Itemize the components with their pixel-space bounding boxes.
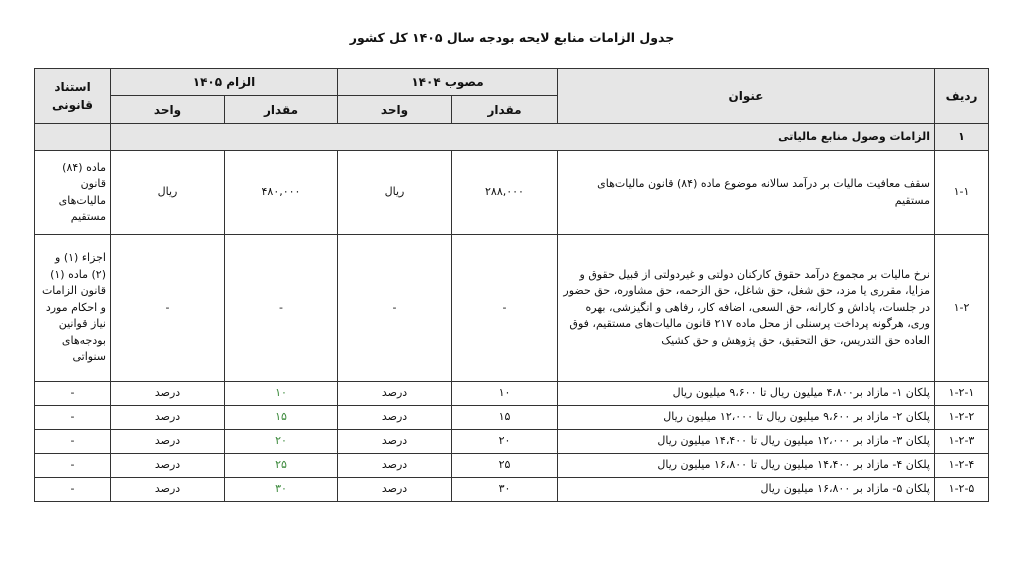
approved-amount: ۲۸۸,۰۰۰ [452, 151, 558, 235]
budget-requirements-table [34, 68, 989, 502]
legal-basis: ماده (۸۴) قانون مالیات‌های مستقیم [35, 151, 111, 235]
section-row [35, 124, 989, 151]
header-obligation-1405: الزام ۱۴۰۵ [111, 69, 338, 96]
obligation-amount: ۳۰ [225, 478, 338, 502]
approved-unit: - [338, 235, 452, 382]
approved-amount: ۲۵ [452, 454, 558, 478]
legal-basis: - [35, 430, 111, 454]
row-subject: پلکان ۵- مازاد بر ۱۶،۸۰۰ میلیون ریال [558, 478, 935, 502]
row-subject: پلکان ۴- مازاد بر ۱۴،۴۰۰ میلیون ریال تا ۱۶،۸۰۰ میلیون ریال [558, 454, 935, 478]
header-approved-unit: واحد [338, 96, 452, 124]
table-row [35, 235, 989, 382]
approved-unit: درصد [338, 478, 452, 502]
obligation-unit: ریال [111, 151, 225, 235]
header-obligation-unit: واحد [111, 96, 225, 124]
header-approved-amount: مقدار [452, 96, 558, 124]
header-subject: عنوان [558, 69, 935, 124]
row-subject: پلکان ۲- مازاد بر ۹،۶۰۰ میلیون ریال تا ۱۲،۰۰۰ میلیون ریال [558, 406, 935, 430]
section-no: ۱ [935, 124, 989, 151]
row-subject: نرخ مالیات بر مجموع درآمد حقوق کارکنان دولتی و غیردولتی از قبیل حقوق و مزایا، مقرری یا مزد، حق شغل، حق شاغل، حق الزحمه، حق مشاوره، حق حضور در جلسات، پاداش و کارانه، حق السعی، اضافه کار، رفاهی و انگیزشی، بهره وری، هرگونه پرداخت پرسنلی از محل ماده ۲۱۷ قانون مالیات‌های مستقیم، فوق العاده حق التدریس، حق التحقیق، حق پژوهش و حق کشیک [558, 235, 935, 382]
row-no: ۱-۲-۱ [935, 382, 989, 406]
row-subject: پلکان ۳- مازاد بر ۱۲،۰۰۰ میلیون ریال تا ۱۴،۴۰۰ میلیون ریال [558, 430, 935, 454]
obligation-amount: ۲۵ [225, 454, 338, 478]
bracket-row [35, 478, 989, 502]
approved-unit: ریال [338, 151, 452, 235]
row-subject: پلکان ۱- مازاد بر۴،۸۰۰ میلیون ریال تا ۹،۶۰۰ میلیون ریال [558, 382, 935, 406]
approved-unit: درصد [338, 454, 452, 478]
header-obligation-amount: مقدار [225, 96, 338, 124]
row-no: ۱-۲-۴ [935, 454, 989, 478]
row-no: ۱-۲ [935, 235, 989, 382]
approved-unit: درصد [338, 430, 452, 454]
obligation-unit: درصد [111, 406, 225, 430]
obligation-unit: درصد [111, 382, 225, 406]
document-title: جدول الزامات منابع لایحه بودجه سال ۱۴۰۵ کل کشور [349, 30, 675, 45]
header-legal-basis: استناد قانونی [35, 69, 111, 124]
obligation-amount: ۱۰ [225, 382, 338, 406]
obligation-unit: درصد [111, 454, 225, 478]
approved-amount: ۲۰ [452, 430, 558, 454]
legal-basis: اجزاء (۱) و (۲) ماده (۱) قانون الزامات و احکام مورد نیاز قوانین بودجه‌های سنواتی [35, 235, 111, 382]
legal-basis: - [35, 454, 111, 478]
row-no: ۱-۲-۳ [935, 430, 989, 454]
approved-amount: - [452, 235, 558, 382]
approved-unit: درصد [338, 382, 452, 406]
approved-amount: ۱۵ [452, 406, 558, 430]
bracket-row [35, 406, 989, 430]
obligation-amount: - [225, 235, 338, 382]
table-row [35, 151, 989, 235]
section-empty-cell [35, 124, 111, 151]
row-subject: سقف معافیت مالیات بر درآمد سالانه موضوع ماده (۸۴) قانون مالیات‌های مستقیم [558, 151, 935, 235]
obligation-amount: ۱۵ [225, 406, 338, 430]
bracket-row [35, 430, 989, 454]
section-title: الزامات وصول منابع مالیاتی [111, 124, 935, 151]
legal-basis: - [35, 406, 111, 430]
obligation-amount: ۲۰ [225, 430, 338, 454]
legal-basis: - [35, 478, 111, 502]
row-no: ۱-۲-۲ [935, 406, 989, 430]
approved-amount: ۱۰ [452, 382, 558, 406]
row-no: ۱-۱ [935, 151, 989, 235]
obligation-unit: درصد [111, 478, 225, 502]
header-approved-1404: مصوب ۱۴۰۴ [338, 69, 558, 96]
obligation-amount: ۴۸۰,۰۰۰ [225, 151, 338, 235]
obligation-unit: درصد [111, 430, 225, 454]
legal-basis: - [35, 382, 111, 406]
approved-unit: درصد [338, 406, 452, 430]
row-no: ۱-۲-۵ [935, 478, 989, 502]
obligation-unit: - [111, 235, 225, 382]
bracket-row [35, 382, 989, 406]
approved-amount: ۳۰ [452, 478, 558, 502]
header-row-no: ردیف [935, 69, 989, 124]
bracket-row [35, 454, 989, 478]
